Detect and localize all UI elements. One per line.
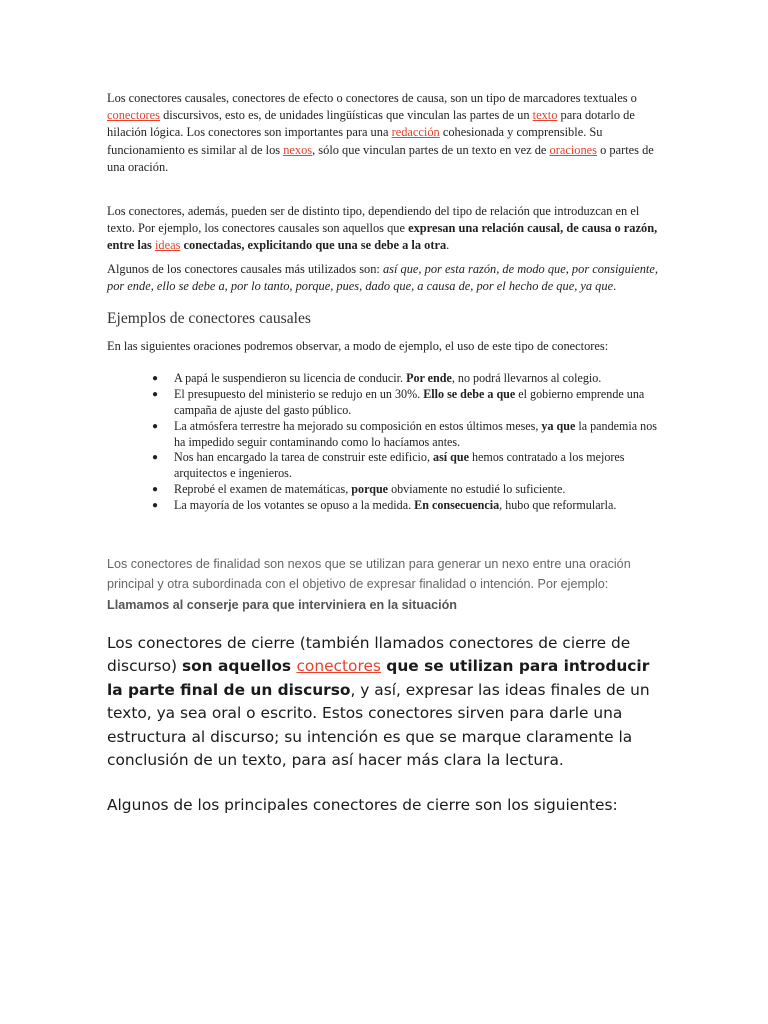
text-span: Reprobé el examen de matemáticas, xyxy=(174,481,352,496)
heading-ejemplos: Ejemplos de conectores causales xyxy=(107,310,311,328)
document-page xyxy=(107,90,659,817)
text-span: hemos contratado a los mejores arquitectos e ingenieros. xyxy=(174,450,625,481)
link-texto[interactable]: texto xyxy=(532,108,558,123)
text-span: para dotarlo de hilación lógica. Los conectores son importantes para una xyxy=(107,108,635,140)
text-span: obviamente no estudié lo suficiente. xyxy=(388,481,566,496)
text-span: Los conectores de finalidad son nexos que se utilizan para generar un nexo entre una oración principal y otra subordinada con el objetivo de expresar finalidad o intención. Por ejemplo: xyxy=(107,556,631,592)
link-nexos[interactable]: nexos xyxy=(283,142,313,157)
text-span: , hubo que reformularla. xyxy=(499,497,617,512)
text-span: Algunos de los conectores causales más utilizados son: xyxy=(107,262,383,277)
bullet-icon: ● xyxy=(152,499,159,511)
bold-span: ya que xyxy=(541,418,576,433)
text-span: la pandemia nos ha impedido seguir contaminando como lo hacíamos antes. xyxy=(174,418,657,449)
text-span: Nos han encargado la tarea de construir este edificio, xyxy=(174,450,434,465)
text-span: , no podrá llevarnos al colegio. xyxy=(451,371,602,386)
text-span: Los conectores de cierre (también llamados conectores de cierre de discurso) xyxy=(107,634,631,676)
paragraph-conectores-cierre xyxy=(107,632,667,772)
text-span: . xyxy=(613,279,617,294)
bullet-icon: ● xyxy=(152,389,159,401)
paragraph-conectores-finalidad xyxy=(107,554,659,616)
list-item xyxy=(152,497,664,514)
italic-span: así que, por esta razón, de modo que, por consiguiente, por ende, ello se debe a, por lo tanto, porque, pues, dado que, a causa de, por el hecho de que, ya que xyxy=(107,262,658,294)
link-ideas[interactable]: ideas xyxy=(154,237,181,252)
list-item xyxy=(152,450,664,482)
bold-span: porque xyxy=(351,481,389,496)
bold-span: expresan una relación causal, de causa o razón, entre las xyxy=(107,220,658,252)
text-span: el gobierno emprende una campaña de ajuste del gasto público. xyxy=(174,387,645,417)
paragraph-principales-cierre: Algunos de los principales conectores de cierre son los siguientes: xyxy=(107,795,618,814)
paragraph-intro-ejemplos: En las siguientes oraciones podremos observar, a modo de ejemplo, el uso de este tipo de conectores: xyxy=(107,339,609,354)
text-span: discursivos, esto es, de unidades lingüísticas que vinculan las partes de un xyxy=(159,108,533,123)
text-span: La atmósfera terrestre ha mejorado su composición en estos últimos meses, xyxy=(174,418,542,433)
bold-span: Por ende xyxy=(406,371,452,386)
examples-list xyxy=(107,371,659,513)
bold-span: que se utilizan para introducir la parte final de un discurso xyxy=(107,657,650,699)
paragraph-tipos-conectores xyxy=(107,203,659,253)
link-conectores[interactable]: conectores xyxy=(107,108,160,123)
list-item xyxy=(152,418,664,451)
bullet-icon: ● xyxy=(152,420,159,432)
text-span: El presupuesto del ministerio se redujo en un 30%. xyxy=(174,387,424,402)
text-span: . xyxy=(446,237,450,252)
text-span: , y así, expresar las ideas finales de un texto, ya sea oral o escrito. Estos conectores sirven para darle una estructura al discurso; su intención es que se marque claramente la conclusión de un texto, para así hacer más clara la lectura. xyxy=(107,680,650,770)
paragraph-conectores-utilizados xyxy=(107,261,659,295)
text-span: A papá le suspendieron su licencia de conducir. xyxy=(174,371,407,386)
list-item xyxy=(152,387,664,419)
list-item xyxy=(152,481,664,498)
bold-span: En consecuencia xyxy=(414,497,500,512)
bold-span: conectadas, explicitando que una se debe a la otra xyxy=(180,237,447,252)
text-span: , sólo que vinculan partes de un texto en vez de xyxy=(312,142,550,157)
bold-span: Ello se debe a que xyxy=(423,387,516,402)
link-oraciones[interactable]: oraciones xyxy=(549,142,598,157)
link-conectores-cierre[interactable]: conectores xyxy=(296,657,381,676)
text-span: o partes de una oración. xyxy=(107,142,654,174)
bold-span: así que xyxy=(433,450,469,465)
link-redaccion[interactable]: redacción xyxy=(391,125,440,140)
bullet-icon: ● xyxy=(152,373,159,385)
text-span: La mayoría de los votantes se opuso a la medida. xyxy=(174,497,415,512)
text-span: Los conectores, además, pueden ser de distinto tipo, dependiendo del tipo de relación que introduzcan en el texto. Por ejemplo, los conectores causales son aquellos que xyxy=(107,204,640,235)
bullet-icon: ● xyxy=(152,483,159,495)
text-span: cohesionada y comprensible. Su funcionamiento es similar al de los xyxy=(107,125,603,157)
bold-span: son aquellos xyxy=(181,657,297,676)
bullet-icon: ● xyxy=(152,452,159,464)
list-item xyxy=(152,371,664,387)
text-span: Los conectores causales, conectores de efecto o conectores de causa, son un tipo de marcadores textuales o xyxy=(107,91,637,105)
paragraph-conectores-causales xyxy=(107,90,659,176)
bold-span: Llamamos al conserje para que interviniera en la situación xyxy=(107,597,457,612)
